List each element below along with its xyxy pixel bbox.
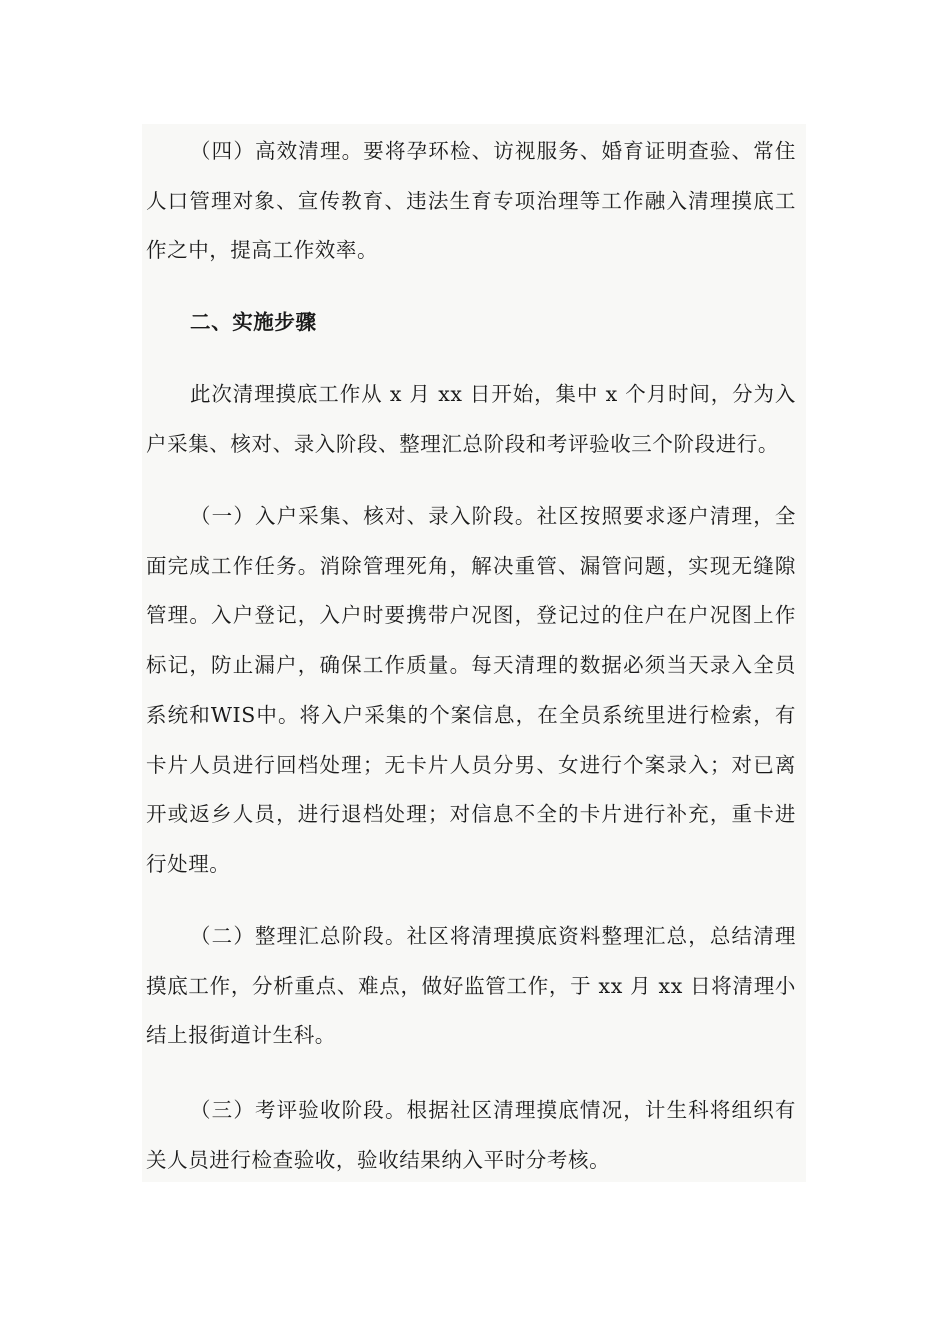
paragraph-schedule-overview: 此次清理摸底工作从 x 月 xx 日开始，集中 x 个月时间，分为入户采集、核对、录入阶段、整理汇总阶段和考评验收三个阶段进行。 bbox=[146, 382, 796, 456]
paragraph-stage-collection: （一）入户采集、核对、录入阶段。社区按照要求逐户清理，全面完成工作任务。消除管理死角，解决重管、漏管问题，实现无缝隙管理。入户登记，入户时要携带户况图，登记过的住户在户况图上作标记，防止漏户，确保工作质量。每天清理的数据必须当天录入全员系统和WIS中。将入户采集的个案信息，在全员系统里进行检索，有卡片人员进行回档处理；无卡片人员分男、女进行个案录入；对已离开或返乡人员，进行退档处理；对信息不全的卡片进行补充，重卡进行处理。 bbox=[146, 504, 796, 876]
paragraph-efficient-cleanup: （四）高效清理。要将孕环检、访视服务、婚育证明查验、常住人口管理对象、宣传教育、违法生育专项治理等工作融入清理摸底工作之中，提高工作效率。 bbox=[146, 139, 796, 263]
section-heading-implementation-steps: 二、实施步骤 bbox=[190, 310, 317, 334]
paragraph-stage-summary: （二）整理汇总阶段。社区将清理摸底资料整理汇总，总结清理摸底工作，分析重点、难点，做好监管工作，于 xx 月 xx 日将清理小结上报街道计生科。 bbox=[146, 924, 796, 1048]
paragraph-stage-evaluation: （三）考评验收阶段。根据社区清理摸底情况，计生科将组织有关人员进行检查验收，验收结果纳入平时分考核。 bbox=[146, 1098, 796, 1172]
